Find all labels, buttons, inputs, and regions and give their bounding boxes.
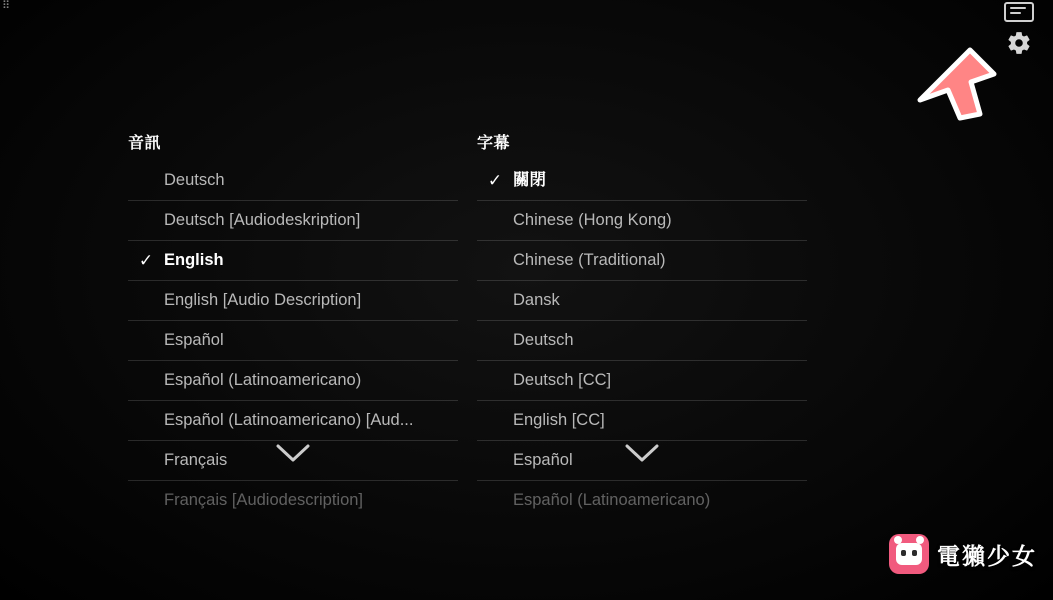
gear-icon[interactable] (1006, 30, 1032, 56)
list-item[interactable] (128, 161, 458, 201)
list-item-label: Chinese (Traditional) (513, 251, 666, 269)
list-item[interactable] (477, 401, 807, 441)
list-item-label: English [Audio Description] (164, 291, 362, 309)
list-item-label: Deutsch [CC] (513, 371, 612, 389)
list-item[interactable] (128, 481, 458, 520)
watermark-text: 電獺少女 (937, 542, 1037, 569)
list-item[interactable] (477, 201, 807, 241)
audio-track-menu (128, 130, 458, 509)
list-item-label: Français [Audiodescription] (164, 491, 364, 509)
list-item-label: Deutsch (164, 171, 225, 189)
list-item[interactable] (128, 321, 458, 361)
list-item-label: Dansk (513, 291, 560, 309)
watermark-logo-icon (889, 534, 929, 574)
list-item[interactable] (477, 321, 807, 361)
chevron-down-icon (624, 442, 660, 464)
list-item-label: 關閉 (513, 171, 546, 189)
mouse-pointer (908, 44, 1008, 134)
list-item[interactable] (128, 361, 458, 401)
list-item-label: Deutsch [Audiodeskription] (164, 211, 361, 229)
settings-menus (0, 130, 1053, 509)
list-item-label: Chinese (Hong Kong) (513, 211, 672, 229)
list-item[interactable] (477, 161, 807, 201)
list-item-label: Español (Latinoamericano) (513, 491, 711, 509)
list-item[interactable] (128, 401, 458, 441)
list-item-label: English (164, 251, 224, 269)
list-item-label: Español (Latinoamericano) (164, 371, 362, 389)
list-item[interactable] (128, 281, 458, 321)
list-item-label: Français (164, 451, 228, 469)
subtitle-scroll-down-button[interactable] (477, 438, 807, 468)
list-item[interactable] (128, 201, 458, 241)
list-item-label: Deutsch (513, 331, 574, 349)
list-item[interactable] (128, 241, 458, 281)
subtitles-cc-icon[interactable] (1004, 2, 1034, 22)
list-item[interactable] (477, 241, 807, 281)
player-top-controls (999, 0, 1039, 56)
list-item[interactable] (477, 361, 807, 401)
list-item-label: English [CC] (513, 411, 605, 429)
check-icon: ✓ (487, 171, 503, 190)
list-item-label: Español (164, 331, 224, 349)
audio-menu-title: 音訊 (128, 135, 162, 152)
audio-track-list[interactable] (128, 161, 458, 509)
watermark (889, 534, 1037, 574)
audio-scroll-down-button[interactable] (128, 438, 458, 468)
subtitle-track-list[interactable] (477, 161, 807, 509)
list-item[interactable] (477, 281, 807, 321)
list-item[interactable] (477, 481, 807, 520)
corner-glyph: ⠿ (2, 0, 10, 12)
chevron-down-icon (275, 442, 311, 464)
subtitle-track-menu (477, 130, 807, 509)
list-item-label: Español (513, 451, 573, 469)
list-item-label: Español (Latinoamericano) [Aud... (164, 411, 414, 429)
subtitle-menu-title: 字幕 (477, 135, 511, 152)
check-icon: ✓ (138, 251, 154, 270)
